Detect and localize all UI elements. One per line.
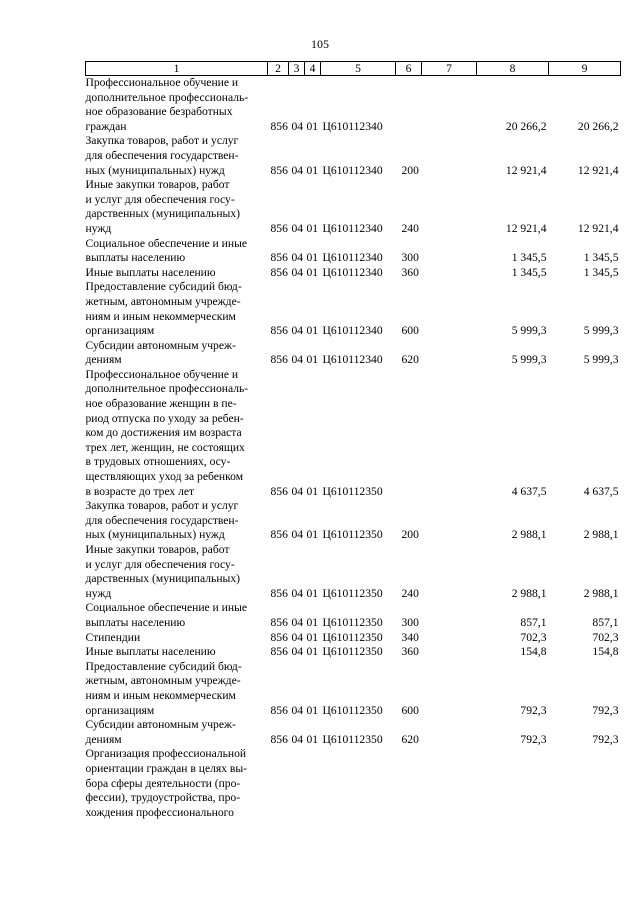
row-name-line: Организация профессиональной [85, 747, 247, 761]
admin-code: 856 [270, 484, 288, 498]
subsection-code: 01 [306, 703, 319, 717]
row-name [86, 718, 268, 747]
amount-col-9: 20 266,2 [577, 119, 619, 133]
target-article-code: Ц610112340 [322, 324, 383, 338]
row-name-line: фессии), трудоустройства, про- [85, 791, 241, 805]
empty-col-7 [422, 339, 477, 368]
admin-code: 856 [270, 324, 288, 338]
section-code: 04 [291, 265, 304, 279]
empty-col-7 [422, 266, 477, 281]
section-code: 04 [291, 732, 304, 746]
subsection-code: 01 [306, 353, 319, 367]
row-name-line: и услуг для обеспечения госу- [85, 557, 235, 571]
row-name-line: ное образование безработных [85, 105, 233, 119]
section-code [289, 747, 305, 820]
row-name [86, 645, 268, 660]
row-name-line: бора сферы деятельности (про- [85, 776, 241, 790]
row-name-line: Стипендии [85, 630, 141, 644]
table-header-row [86, 62, 621, 76]
header-col-3: 3 [289, 62, 305, 76]
subsection-code: 01 [306, 732, 319, 746]
table-row [86, 368, 621, 499]
table-row [86, 660, 621, 718]
empty-col-7 [422, 645, 477, 660]
row-name-line: Социальное обеспечение и иные [85, 601, 248, 615]
target-article-code: Ц610112340 [322, 119, 383, 133]
row-name-line: дополнительное профессиональ- [85, 90, 249, 104]
admin-code: 856 [270, 221, 288, 235]
row-name [86, 339, 268, 368]
expense-type-code: 240 [401, 586, 419, 600]
target-article-code: Ц610112350 [322, 586, 383, 600]
admin-code: 856 [270, 645, 288, 659]
admin-code: 856 [270, 615, 288, 629]
row-name-line: ниям и иным некоммерческим [85, 309, 236, 323]
target-article-code: Ц610112350 [322, 615, 383, 629]
row-name [86, 747, 268, 820]
table-row [86, 280, 621, 338]
amount-col-9 [549, 747, 621, 820]
amount-col-9: 702,3 [592, 630, 619, 644]
empty-col-7 [422, 660, 477, 718]
expense-type-code: 300 [401, 615, 419, 629]
target-article-code: Ц610112340 [322, 163, 383, 177]
subsection-code: 01 [306, 221, 319, 235]
amount-col-9: 2 988,1 [583, 586, 619, 600]
row-name-line: Субсидии автономным учреж- [85, 718, 236, 732]
amount-col-9: 12 921,4 [577, 163, 619, 177]
section-code: 04 [291, 353, 304, 367]
row-name-line: в возрасте до трех лет [85, 484, 195, 498]
section-code: 04 [291, 615, 304, 629]
admin-code: 856 [270, 630, 288, 644]
section-code: 04 [291, 221, 304, 235]
subsection-code: 01 [306, 630, 319, 644]
target-article-code: Ц610112350 [322, 732, 383, 746]
amount-col-8: 12 921,4 [505, 163, 547, 177]
row-name-line: хождения профессионального [85, 805, 234, 819]
row-name-line: трех лет, женщин, не состоящих [85, 440, 245, 454]
row-name-line: ществляющих уход за ребенком [85, 470, 244, 484]
table-row [86, 134, 621, 178]
target-article-code: Ц610112340 [322, 265, 383, 279]
target-article-code: Ц610112340 [322, 251, 383, 265]
subsection-code: 01 [306, 265, 319, 279]
section-code: 04 [291, 586, 304, 600]
amount-col-8: 1 345,5 [511, 251, 547, 265]
row-name [86, 368, 268, 499]
amount-col-8: 5 999,3 [511, 353, 547, 367]
admin-code: 856 [270, 163, 288, 177]
expense-type-code: 240 [401, 221, 419, 235]
row-name-line: организациям [85, 324, 155, 338]
row-name [86, 178, 268, 236]
empty-col-7 [422, 601, 477, 630]
amount-col-9: 4 637,5 [583, 484, 619, 498]
section-code: 04 [291, 630, 304, 644]
row-name [86, 499, 268, 543]
row-name-line: ное образование женщин в пе- [85, 397, 237, 411]
amount-col-8: 4 637,5 [511, 484, 547, 498]
subsection-code: 01 [306, 615, 319, 629]
row-name-line: жетным, автономным учрежде- [85, 294, 241, 308]
row-name-line: организациям [85, 703, 155, 717]
target-article-code: Ц610112340 [322, 221, 383, 235]
expense-type-code: 620 [401, 732, 419, 746]
row-name-line: дарственных (муниципальных) [85, 572, 240, 586]
table-row [86, 76, 621, 135]
subsection-code: 01 [306, 251, 319, 265]
page-number: 105 [311, 37, 329, 51]
table-row [86, 631, 621, 646]
section-code: 04 [291, 528, 304, 542]
empty-col-7 [422, 368, 477, 499]
header-col-8: 8 [477, 62, 549, 76]
row-name-line: Профессиональное обучение и [85, 367, 239, 381]
table-row [86, 747, 621, 820]
admin-code: 856 [270, 586, 288, 600]
row-name-line: Иные закупки товаров, работ [85, 543, 230, 556]
amount-col-8: 792,3 [520, 732, 547, 746]
target-article-code: Ц610112350 [322, 528, 383, 542]
header-col-9: 9 [549, 62, 621, 76]
header-col-7: 7 [422, 62, 477, 76]
expense-type-code [396, 747, 422, 820]
row-name-line: выплаты населению [85, 251, 186, 265]
amount-col-9: 2 988,1 [583, 528, 619, 542]
target-article-code: Ц610112350 [322, 630, 383, 644]
amount-col-8: 1 345,5 [511, 265, 547, 279]
row-name-line: выплаты населению [85, 615, 186, 629]
row-name [86, 601, 268, 630]
expense-type-code: 620 [401, 353, 419, 367]
empty-col-7 [422, 280, 477, 338]
expense-type-code: 360 [401, 645, 419, 659]
row-name-line: Профессиональное обучение и [85, 76, 239, 89]
amount-col-8: 857,1 [520, 615, 547, 629]
row-name-line: дополнительное профессиональ- [85, 382, 249, 396]
empty-col-7 [422, 237, 477, 266]
target-article-code: Ц610112350 [322, 484, 383, 498]
table-row [86, 543, 621, 601]
target-article-code [321, 747, 396, 820]
header-col-5: 5 [321, 62, 396, 76]
amount-col-9: 154,8 [592, 645, 619, 659]
section-code: 04 [291, 645, 304, 659]
row-name-line: граждан [85, 119, 127, 133]
row-name [86, 134, 268, 178]
subsection-code: 01 [306, 163, 319, 177]
expense-type-code: 200 [401, 528, 419, 542]
empty-col-7 [422, 499, 477, 543]
section-code: 04 [291, 119, 304, 133]
row-name [86, 237, 268, 266]
budget-table [85, 61, 621, 820]
empty-col-7 [422, 134, 477, 178]
target-article-code: Ц610112350 [322, 645, 383, 659]
row-name-line: нужд [85, 586, 112, 600]
expense-type-code: 300 [401, 251, 419, 265]
amount-col-8 [477, 747, 549, 820]
row-name-line: дениям [85, 353, 122, 367]
target-article-code: Ц610112350 [322, 703, 383, 717]
amount-col-8: 2 988,1 [511, 528, 547, 542]
table-row [86, 339, 621, 368]
row-name-line: Закупка товаров, работ и услуг [85, 499, 239, 513]
header-col-4: 4 [305, 62, 321, 76]
row-name-line: риод отпуска по уходу за ребен- [85, 411, 244, 425]
row-name-line: Иные выплаты населению [85, 265, 216, 279]
amount-col-9: 1 345,5 [583, 265, 619, 279]
empty-col-7 [422, 631, 477, 646]
row-name-line: Иные закупки товаров, работ [85, 178, 230, 192]
table-row [86, 237, 621, 266]
table-row [86, 718, 621, 747]
amount-col-8: 2 988,1 [511, 586, 547, 600]
amount-col-8: 20 266,2 [505, 119, 547, 133]
empty-col-7 [422, 747, 477, 820]
empty-col-7 [422, 718, 477, 747]
empty-col-7 [422, 76, 477, 135]
subsection-code: 01 [306, 645, 319, 659]
row-name-line: Субсидии автономным учреж- [85, 338, 236, 352]
amount-col-9: 1 345,5 [583, 251, 619, 265]
amount-col-8: 792,3 [520, 703, 547, 717]
amount-col-9: 792,3 [592, 703, 619, 717]
section-code: 04 [291, 163, 304, 177]
section-code: 04 [291, 484, 304, 498]
expense-type-code: 360 [401, 265, 419, 279]
table-body [86, 76, 621, 821]
admin-code: 856 [270, 119, 288, 133]
row-name-line: нужд [85, 221, 112, 235]
row-name-line: для обеспечения государствен- [85, 513, 239, 527]
amount-col-9: 857,1 [592, 615, 619, 629]
subsection-code: 01 [306, 324, 319, 338]
row-name-line: Социальное обеспечение и иные [85, 236, 248, 250]
subsection-code: 01 [306, 484, 319, 498]
expense-type-code: 340 [401, 630, 419, 644]
expense-type-code [396, 368, 422, 499]
admin-code: 856 [270, 732, 288, 746]
table-row [86, 499, 621, 543]
header-col-6: 6 [396, 62, 422, 76]
row-name [86, 266, 268, 281]
row-name-line: Предоставление субсидий бюд- [85, 659, 242, 673]
row-name-line: ных (муниципальных) нужд [85, 163, 225, 177]
amount-col-8: 154,8 [520, 645, 547, 659]
row-name-line: Предоставление субсидий бюд- [85, 280, 242, 294]
amount-col-9: 792,3 [592, 732, 619, 746]
expense-type-code: 600 [401, 703, 419, 717]
row-name-line: Закупка товаров, работ и услуг [85, 134, 239, 148]
row-name [86, 76, 268, 135]
subsection-code: 01 [306, 119, 319, 133]
row-name-line: ком до достижения им возраста [85, 426, 242, 440]
subsection-code [305, 747, 321, 820]
row-name-line: ориентации граждан в целях вы- [85, 761, 248, 775]
table-row [86, 645, 621, 660]
amount-col-9: 5 999,3 [583, 353, 619, 367]
target-article-code: Ц610112340 [322, 353, 383, 367]
amount-col-9: 5 999,3 [583, 324, 619, 338]
amount-col-8: 702,3 [520, 630, 547, 644]
admin-code: 856 [270, 265, 288, 279]
table-row [86, 266, 621, 281]
empty-col-7 [422, 543, 477, 601]
section-code: 04 [291, 251, 304, 265]
admin-code: 856 [270, 703, 288, 717]
header-col-1: 1 [86, 62, 268, 76]
empty-col-7 [422, 178, 477, 236]
row-name-line: дарственных (муниципальных) [85, 207, 240, 221]
admin-code: 856 [270, 528, 288, 542]
row-name-line: дениям [85, 732, 122, 746]
section-code: 04 [291, 324, 304, 338]
admin-code: 856 [270, 353, 288, 367]
row-name-line: жетным, автономным учрежде- [85, 674, 241, 688]
admin-code: 856 [270, 251, 288, 265]
row-name [86, 631, 268, 646]
subsection-code: 01 [306, 528, 319, 542]
amount-col-9: 12 921,4 [577, 221, 619, 235]
row-name-line: Иные выплаты населению [85, 645, 216, 659]
row-name [86, 660, 268, 718]
expense-type-code: 600 [401, 324, 419, 338]
subsection-code: 01 [306, 586, 319, 600]
header-col-2: 2 [268, 62, 289, 76]
expense-type-code: 200 [401, 163, 419, 177]
amount-col-8: 5 999,3 [511, 324, 547, 338]
row-name-line: ных (муниципальных) нужд [85, 528, 225, 542]
section-code: 04 [291, 703, 304, 717]
row-name-line: в трудовых отношениях, осу- [85, 455, 231, 469]
row-name-line: ниям и иным некоммерческим [85, 688, 236, 702]
row-name [86, 543, 268, 601]
row-name-line: и услуг для обеспечения госу- [85, 192, 235, 206]
expense-type-code [396, 76, 422, 135]
table-row [86, 178, 621, 236]
amount-col-8: 12 921,4 [505, 221, 547, 235]
row-name [86, 280, 268, 338]
admin-code [268, 747, 289, 820]
row-name-line: для обеспечения государствен- [85, 148, 239, 162]
table-row [86, 601, 621, 630]
